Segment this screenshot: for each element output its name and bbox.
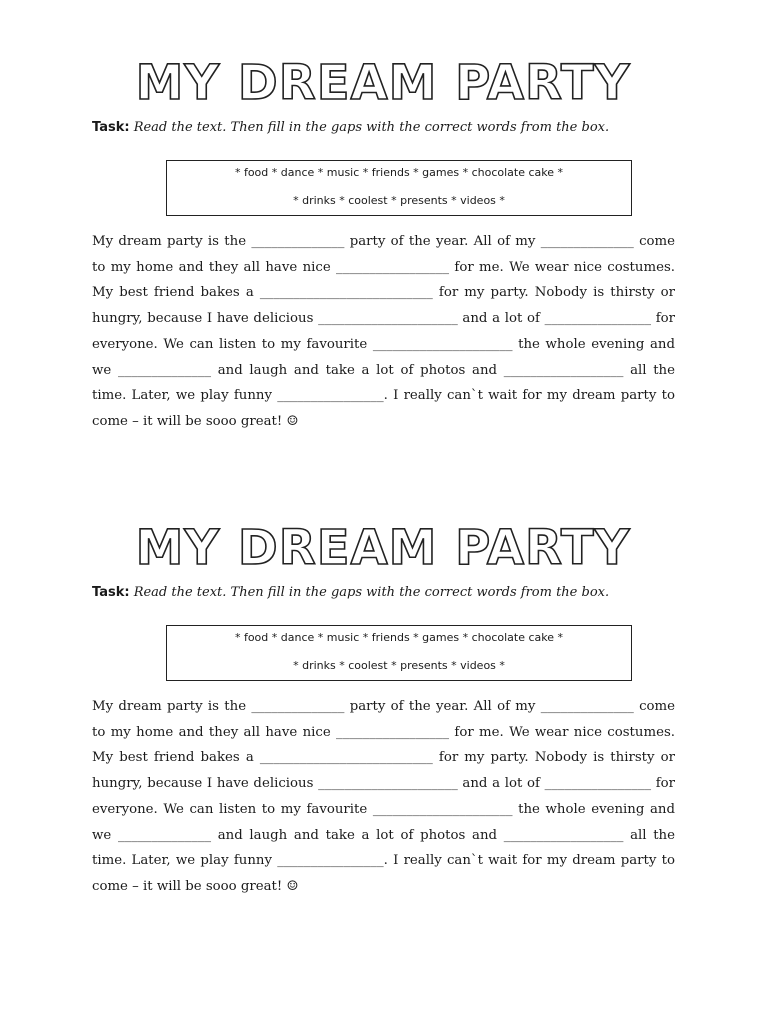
gap-fill-story: My dream party is the ______________ party of the year. All of my ______________ come to my home and they all have nice _________________ for me. We wear nice costumes. My best friend bakes a __________________________ for my party. Nobody is thirsty or hungry, because I have delicious _____________________ and a lot of ________________ for everyone. We can listen to my favourite _____________________ the whole evening and we ______________ and laugh and take a lot of photos and __________________ all the time. Later, we play funny ________________. I really can`t wait for my dream party to come – it will be sooo great! ☺ — [92, 699, 675, 894]
worksheet-2 — [0, 520, 768, 960]
task-instruction-line — [92, 119, 682, 137]
gap-fill-story: My dream party is the ______________ party of the year. All of my ______________ come to my home and they all have nice _________________ for me. We wear nice costumes. My best friend bakes a __________________________ for my party. Nobody is thirsty or hungry, because I have delicious _____________________ and a lot of ________________ for everyone. We can listen to my favourite _____________________ the whole evening and we ______________ and laugh and take a lot of photos and __________________ all the time. Later, we play funny ________________. I really can`t wait for my dream party to come – it will be sooo great! ☺ — [92, 234, 675, 429]
word-bank-line-2: * drinks * coolest * presents * videos * — [293, 659, 505, 672]
task-label: Task: — [92, 585, 130, 600]
worksheet-title — [0, 520, 768, 572]
word-bank-box — [166, 625, 632, 681]
word-bank-line-1: * food * dance * music * friends * games * chocolate cake * — [234, 631, 564, 644]
word-bank-line-1: * food * dance * music * friends * games * chocolate cake * — [234, 166, 564, 179]
task-instruction: Read the text. Then fill in the gaps with the correct words from the box. — [133, 120, 610, 135]
outlined-title-graphic — [0, 55, 768, 107]
task-instruction: Read the text. Then fill in the gaps with the correct words from the box. — [133, 585, 610, 600]
outlined-title-graphic — [0, 520, 768, 572]
word-bank-box — [166, 160, 632, 216]
task-label: Task: — [92, 120, 130, 135]
word-bank-line-2: * drinks * coolest * presents * videos * — [293, 194, 505, 207]
task-instruction-line — [92, 584, 682, 602]
worksheet-title — [0, 55, 768, 107]
title-text: MY DREAM PARTY — [135, 55, 631, 107]
title-text: MY DREAM PARTY — [135, 520, 631, 572]
worksheet-1 — [0, 55, 768, 495]
